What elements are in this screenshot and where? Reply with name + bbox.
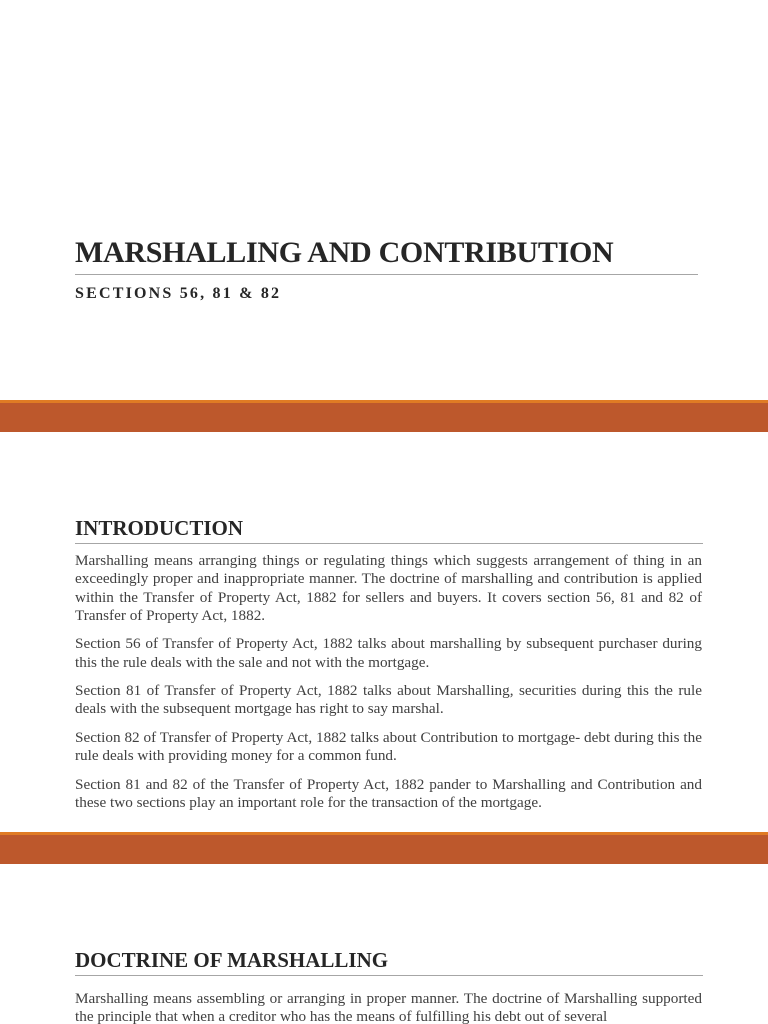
title-slide (0, 0, 768, 400)
introduction-paragraph: Marshalling means arranging things or regulating things which suggests arrangement of thing in an exceedingly proper and inappropriate manner. The doctrine of marshalling and contribution is applied within the Transfer of Property Act, 1882 for sellers and buyers. It covers section 56, 81 and 82 of Transfer of Property Act, 1882. (75, 552, 702, 624)
slide-divider-bar (0, 832, 768, 864)
introduction-paragraph: Section 56 of Transfer of Property Act, 1882 talks about marshalling by subsequent purchaser during this the rule deals with the sale and not with the mortgage. (75, 635, 702, 671)
introduction-heading: INTRODUCTION (75, 515, 703, 544)
introduction-paragraph: Section 81 of Transfer of Property Act, 1882 talks about Marshalling, securities during this the rule deals with the subsequent mortgage has right to say marshal. (75, 682, 702, 718)
doctrine-paragraph: Marshalling means assembling or arranging in proper manner. The doctrine of Marshalling supported the principle that when a creditor who has the means of fulfilling his debt out of several (75, 990, 702, 1024)
introduction-slide (0, 432, 768, 832)
doctrine-slide (0, 864, 768, 1024)
introduction-body (75, 552, 702, 823)
introduction-paragraph: Section 82 of Transfer of Property Act, 1882 talks about Contribution to mortgage- debt during this the rule deals with providing money for a common fund. (75, 728, 702, 765)
slide-divider-bar (0, 400, 768, 432)
page-title: MARSHALLING AND CONTRIBUTION (75, 234, 698, 275)
doctrine-body (75, 990, 702, 1024)
introduction-paragraph: Section 81 and 82 of the Transfer of Property Act, 1882 pander to Marshalling and Contribution and these two sections play an important role for the transaction of the mortgage. (75, 775, 702, 812)
doctrine-heading: DOCTRINE OF MARSHALLING (75, 947, 703, 976)
page-subtitle: SECTIONS 56, 81 & 82 (75, 285, 282, 302)
